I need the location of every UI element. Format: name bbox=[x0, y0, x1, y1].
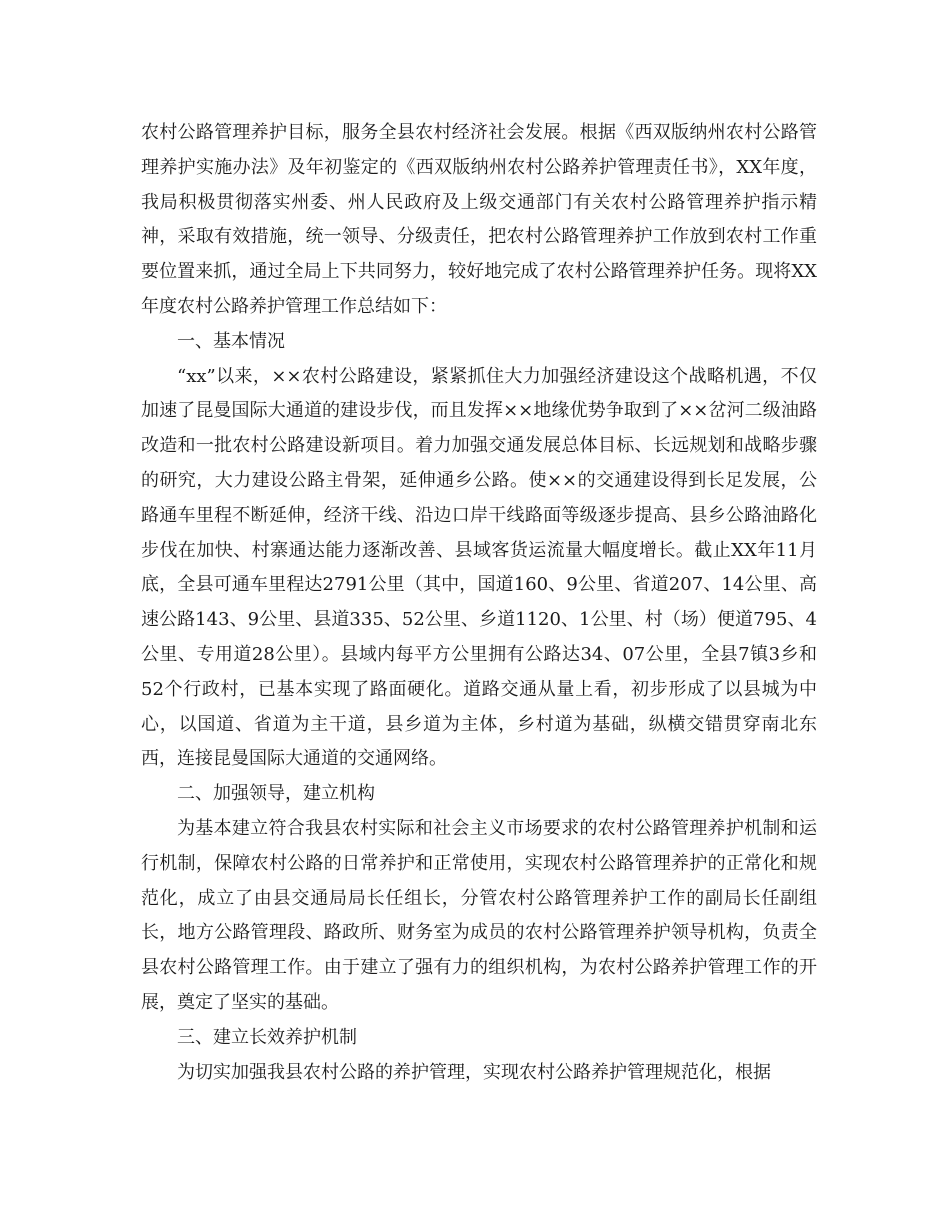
section-heading-maintenance-mechanism: 三、建立长效养护机制 bbox=[177, 1026, 357, 1048]
paragraph-intro: 农村公路管理养护目标，服务全县农村经济社会发展。根据《西双版纳州农村公路管理养护实施办法》及年初鉴定的《西双版纳州农村公路养护管理责任书》，XX年度，我局积极贯彻落实州委、州人民政府及上级交通部门有关农村公路管理养护指示精神，采取有效措施，统一领导、分级责任，把农村公路管理养护工作放到农村工作重要位置来抓，通过全局上下共同努力，较好地完成了农村公路管理养护任务。现将XX年度农村公路养护管理工作总结如下： bbox=[141, 122, 817, 317]
paragraph-leadership: 为基本建立符合我县农村实际和社会主义市场要求的农村公路管理养护机制和运行机制，保障农村公路的日常养护和正常使用，实现农村公路管理养护的正常化和规范化，成立了由县交通局局长任组长，分管农村公路管理养护工作的副局长任副组长，地方公路管理段、路政所、财务室为成员的农村公路管理养护领导机构，负责全县农村公路管理工作。由于建立了强有力的组织机构，为农村公路养护管理工作的开展，奠定了坚实的基础。 bbox=[141, 817, 817, 1013]
section-heading-basic-situation: 一、基本情况 bbox=[177, 330, 285, 352]
paragraph-basic-situation: “xx”以来，××农村公路建设，紧紧抓住大力加强经济建设这个战略机遇，不仅加速了昆曼国际大通道的建设步伐，而且发挥××地缘优势争取到了××岔河二级油路改造和一批农村公路建设新项目。着力加强交通发展总体目标、长远规划和战略步骤的研究，大力建设公路主骨架，延伸通乡公路。使××的交通建设得到长足发展，公路通车里程不断延伸，经济干线、沿边口岸干线路面等级逐步提高、县乡公路油路化步伐在加快、村寨通达能力逐渐改善、县域客货运流量大幅度增长。截止XX年11月底，全县可通车里程达2791公里（其中，国道160、9公里、省道207、14公里、高速公路143、9公里、县道335、52公里、乡道1120、1公里、村（场）便道795、4公里、专用道28公里）。县域内每平方公里拥有公路达34、07公里，全县7镇3乡和52个行政村，已基本实现了路面硬化。道路交通从量上看，初步形成了以县城为中心，以国道、省道为主干道，县乡道为主体，乡村道为基础，纵横交错贯穿南北东西，连接昆曼国际大通道的交通网络。 bbox=[141, 365, 817, 770]
paragraph-maintenance-mechanism: 为切实加强我县农村公路的养护管理，实现农村公路养护管理规范化，根据 bbox=[177, 1061, 771, 1083]
document-body bbox=[141, 116, 817, 1090]
section-heading-leadership: 二、加强领导，建立机构 bbox=[177, 783, 375, 805]
